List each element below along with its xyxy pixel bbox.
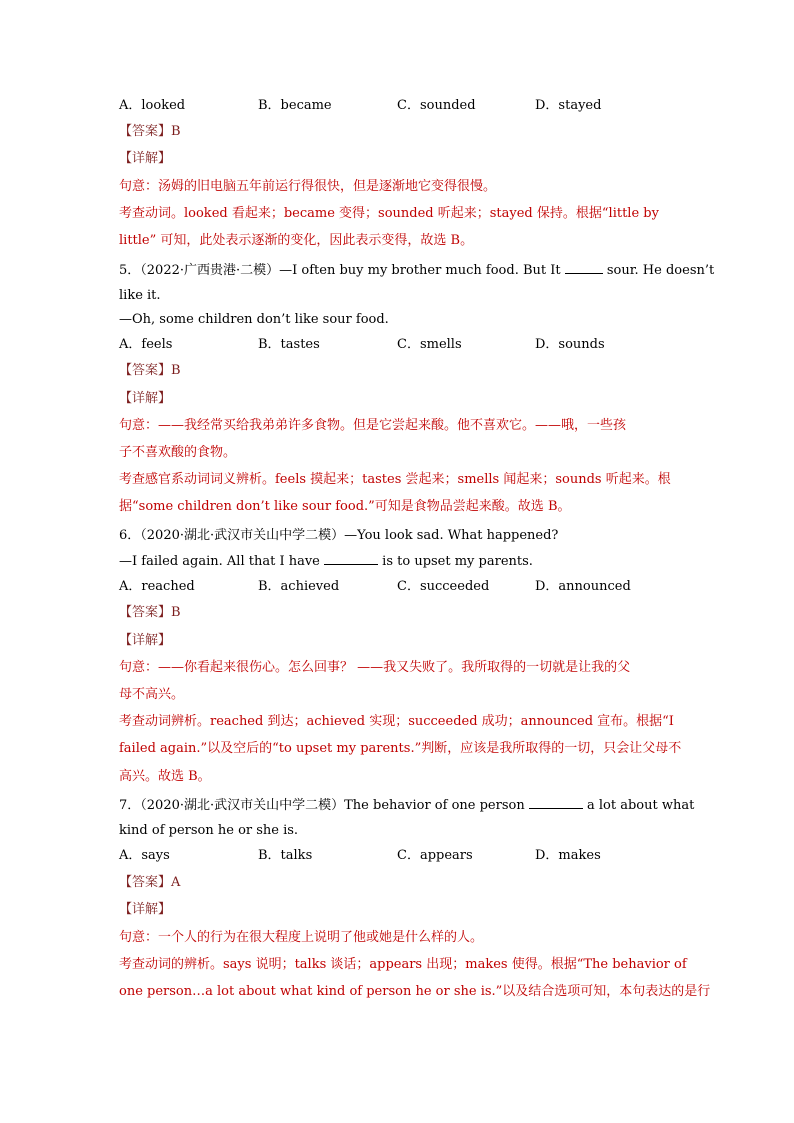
sentence-meaning: 句意：——你看起来很伤心。怎么回事？ ——我又失败了。我所取得的一切就是让我的父 [119,660,631,675]
sentence-meaning: 句意：——我经常买给我弟弟许多食物。但是它尝起来酸。他不喜欢它。——哦，一些孩 [119,418,627,433]
stem-text: like it. [119,288,161,303]
answer-blank [324,552,378,565]
sentence-meaning: 句意：一个人的行为在很大程度上说明了他或她是什么样的人。 [119,930,484,945]
option-d: D．makes [535,848,601,863]
stem-text: The behavior of one person [344,798,525,813]
analysis-line: 考查动词的辨析。says 说明；talks 谈话；appears 出现；makes 使得。根据“The behavior of [119,957,687,972]
stem-text: —I failed again. All that I have [119,554,320,569]
stem-text: —I often buy my brother much food. But It [279,263,561,278]
stem-text: —You look sad. What happened? [344,528,559,543]
option-d: D．announced [535,579,631,594]
stem-text: —Oh, some children don’t like sour food. [119,312,389,327]
sentence-meaning: 子不喜欢酸的食物。 [119,445,237,460]
analysis-line: one person…a lot about what kind of person he or she is.”以及结合选项可知，本句表达的是行 [119,984,711,999]
stem-text: a lot about what [586,798,695,813]
option-a: A．feels [119,337,173,352]
stem-text [119,552,533,571]
option-b: B．tastes [258,337,320,352]
detail-heading: 【详解】 [119,902,172,917]
analysis-line: 考查动词。looked 看起来；became 变得；sounded 听起来；stayed 保持。根据“little by [119,206,659,221]
stem-text: sour. He doesn’t [606,263,715,278]
analysis-line: 据“some children don’t like sour food.”可知是食物品尝起来酸。故选 B。 [119,499,571,514]
option-c: C．appears [397,848,473,863]
option-b: B．achieved [258,579,340,594]
option-a: A．reached [119,579,195,594]
option-c: C．sounded [397,98,476,113]
option-d: D．stayed [535,98,602,113]
analysis-line: 考查动词辨析。reached 到达；achieved 实现；succeeded 成功；announced 宣布。根据“I [119,714,674,729]
analysis-line: failed again.”以及空后的“to upset my parents.”判断，应该是我所取得的一切，只会让父母不 [119,741,682,756]
question-7-stem [119,796,694,815]
option-c: C．succeeded [397,579,490,594]
question-5-stem [119,261,714,280]
option-c: C．smells [397,337,462,352]
option-d: D．sounds [535,337,605,352]
stem-text: kind of person he or she is. [119,823,299,838]
answer-blank [565,261,603,274]
question-source: 5．（2022·广西贵港·二模） [119,263,280,278]
detail-heading: 【详解】 [119,151,172,166]
option-a: A．says [119,848,170,863]
question-source: 7．（2020·湖北·武汉市关山中学二模） [119,798,345,813]
stem-text: is to upset my parents. [382,554,533,569]
option-a: A．looked [119,98,186,113]
analysis-line: 高兴。故选 B。 [119,769,211,784]
question-6-stem [119,527,558,545]
question-source: 6．（2020·湖北·武汉市关山中学二模） [119,528,345,543]
analysis-line: 考查感官系动词词义辨析。feels 摸起来；tastes 尝起来；smells 闻起来；sounds 听起来。根 [119,472,671,487]
answer-label: 【答案】B [119,363,181,378]
sentence-meaning: 母不高兴。 [119,687,185,702]
analysis-line: little” 可知，此处表示逐渐的变化，因此表示变得，故选 B。 [119,233,474,248]
answer-label: 【答案】B [119,124,181,139]
answer-label: 【答案】A [119,875,181,890]
sentence-meaning: 句意：汤姆的旧电脑五年前运行得很快，但是逐渐地它变得很慢。 [119,179,497,194]
option-b: B．talks [258,848,313,863]
detail-heading: 【详解】 [119,391,172,406]
detail-heading: 【详解】 [119,633,172,648]
option-b: B．became [258,98,332,113]
answer-label: 【答案】B [119,605,181,620]
answer-blank [529,796,583,809]
